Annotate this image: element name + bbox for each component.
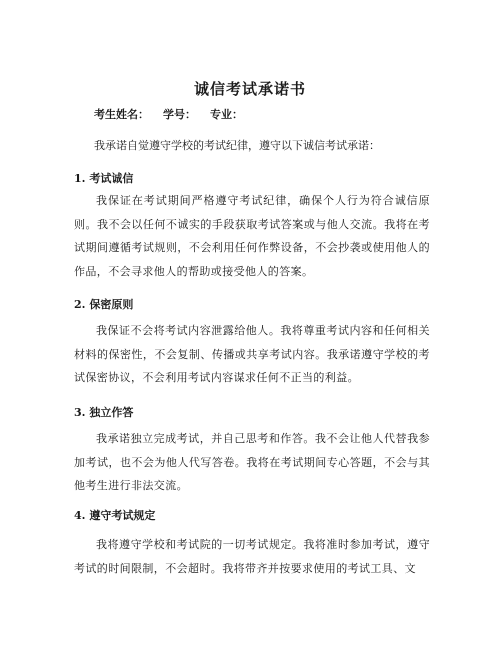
section-body-rules: 我将遵守学校和考试院的一切考试规定。我将准时参加考试，遵守考试的时间限制，不会超时。我将带齐并按要求使用的考试工具、文 [74,538,430,575]
major-label: 专业： [210,108,243,121]
student-info-line [94,106,257,122]
section-heading-integrity: 1. 考试诚信 [74,172,134,185]
section-body-integrity: 我保证在考试期间严格遵守考试纪律，确保个人行为符合诚信原则。我不会以任何不诚实的手段获取考试答案或与他人交流。我将在考试期间遵循考试规则，不会利用任何作弊设备，不会抄袭或使用他人的作品，不会寻求他人的帮助或接受他人的答案。 [74,194,430,278]
section-heading-rules: 4. 遵守考试规定 [74,509,156,522]
section-heading-confidentiality: 2. 保密原则 [74,298,134,311]
section-heading-independent: 3. 独立作答 [74,406,134,419]
document-title: 诚信考试承诺书 [193,80,306,98]
section-body-confidentiality: 我保证不会将考试内容泄露给他人。我将尊重考试内容和任何相关材料的保密性，不会复制、传播或共享考试内容。我承诺遵守学校的考试保密协议，不会利用考试内容谋求任何不正当的利益。 [74,324,430,384]
name-label: 考生姓名： [94,108,149,121]
id-label: 学号： [163,108,196,121]
intro-text: 我承诺自觉遵守学校的考试纪律，遵守以下诚信考试承诺： [94,139,380,152]
section-body-independent: 我承诺独立完成考试，并自己思考和作答。我不会让他人代替我参加考试，也不会为他人代写答卷。我将在考试期间专心答题，不会与其他考生进行非法交流。 [74,432,430,492]
